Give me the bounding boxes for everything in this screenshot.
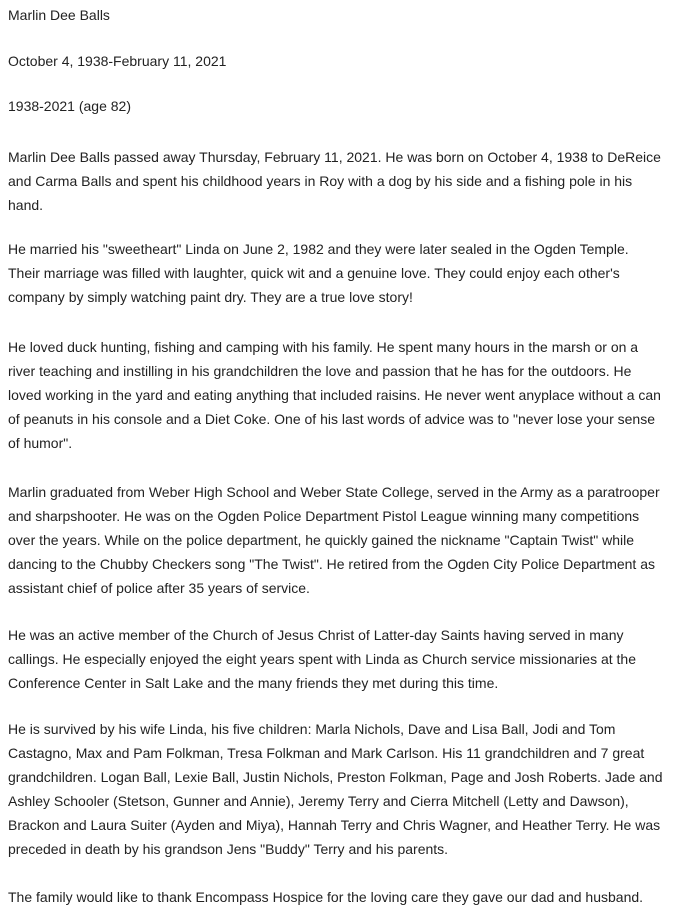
paragraph-line: Castagno, Max and Pam Folkman, Tresa Folkman and Mark Carlson. His 11 grandchildren and 7 great bbox=[8, 745, 645, 761]
paragraph-line: He is survived by his wife Linda, his five children: Marla Nichols, Dave and Lisa Ball, Jodi and Tom bbox=[8, 721, 616, 737]
paragraph-line: He married his "sweetheart" Linda on June 2, 1982 and they were later sealed in the Ogden Temple. bbox=[8, 241, 629, 257]
paragraph-line: preceded in death by his grandson Jens "Buddy" Terry and his parents. bbox=[8, 841, 449, 857]
paragraph-line: river teaching and instilling in his grandchildren the love and passion that he has for the outdoors. He bbox=[8, 363, 632, 379]
paragraph-passing bbox=[8, 145, 688, 217]
life-years: 1938-2021 (age 82) bbox=[8, 98, 131, 114]
paragraph-line: callings. He especially enjoyed the eight years spent with Linda as Church service missionaries at the bbox=[8, 651, 636, 667]
paragraph-line: He was an active member of the Church of Jesus Christ of Latter-day Saints having served in many bbox=[8, 627, 624, 643]
paragraph-line: over the years. While on the police department, he quickly gained the nickname "Captain Twist" while bbox=[8, 532, 635, 548]
paragraph-line: hand. bbox=[8, 197, 44, 213]
paragraph-thanks bbox=[8, 885, 688, 909]
paragraph-line: of humor". bbox=[8, 435, 73, 451]
paragraph-career bbox=[8, 480, 688, 600]
paragraph-line: Brackon and Laura Suiter (Ayden and Miya), Hannah Terry and Chris Wagner, and Heather Terry. He was bbox=[8, 817, 661, 833]
paragraph-line: He loved duck hunting, fishing and camping with his family. He spent many hours in the marsh or on a bbox=[8, 339, 639, 355]
paragraph-marriage bbox=[8, 237, 688, 309]
paragraph-line: Ashley Schooler (Stetson, Gunner and Annie), Jeremy Terry and Cierra Mitchell (Letty and Dawson), bbox=[8, 793, 629, 809]
paragraph-line: Conference Center in Salt Lake and the many friends they met during this time. bbox=[8, 675, 499, 691]
paragraph-line: loved working in the yard and eating anything that included raisins. He never went anyplace without a can bbox=[8, 387, 661, 403]
life-dates: October 4, 1938-February 11, 2021 bbox=[8, 53, 227, 69]
paragraph-hobbies bbox=[8, 335, 688, 455]
paragraph-line: and Carma Balls and spent his childhood years in Roy with a dog by his side and a fishing pole in his bbox=[8, 173, 633, 189]
paragraph-line: of peanuts in his console and a Diet Coke. One of his last words of advice was to "never lose your sense bbox=[8, 411, 655, 427]
paragraph-line: and sharpshooter. He was on the Ogden Police Department Pistol League winning many competitions bbox=[8, 508, 640, 524]
paragraph-line: grandchildren. Logan Ball, Lexie Ball, Justin Nichols, Preston Folkman, Page and Josh Roberts. Jade and bbox=[8, 769, 663, 785]
paragraph-line: Their marriage was filled with laughter, quick wit and a genuine love. They could enjoy each other's bbox=[8, 265, 620, 281]
paragraph-line: dancing to the Chubby Checkers song "The Twist". He retired from the Ogden City Police Department as bbox=[8, 556, 655, 572]
paragraph-line: company by simply watching paint dry. They are a true love story! bbox=[8, 289, 413, 305]
paragraph-line: The family would like to thank Encompass Hospice for the loving care they gave our dad and husband. bbox=[8, 889, 644, 905]
paragraph-survivors bbox=[8, 717, 688, 861]
paragraph-church bbox=[8, 623, 688, 695]
paragraph-line: Marlin graduated from Weber High School and Weber State College, served in the Army as a paratrooper bbox=[8, 484, 660, 500]
paragraph-line: assistant chief of police after 35 years of service. bbox=[8, 580, 310, 596]
paragraph-line: Marlin Dee Balls passed away Thursday, February 11, 2021. He was born on October 4, 1938 to DeReice bbox=[8, 149, 661, 165]
deceased-name: Marlin Dee Balls bbox=[8, 7, 110, 23]
